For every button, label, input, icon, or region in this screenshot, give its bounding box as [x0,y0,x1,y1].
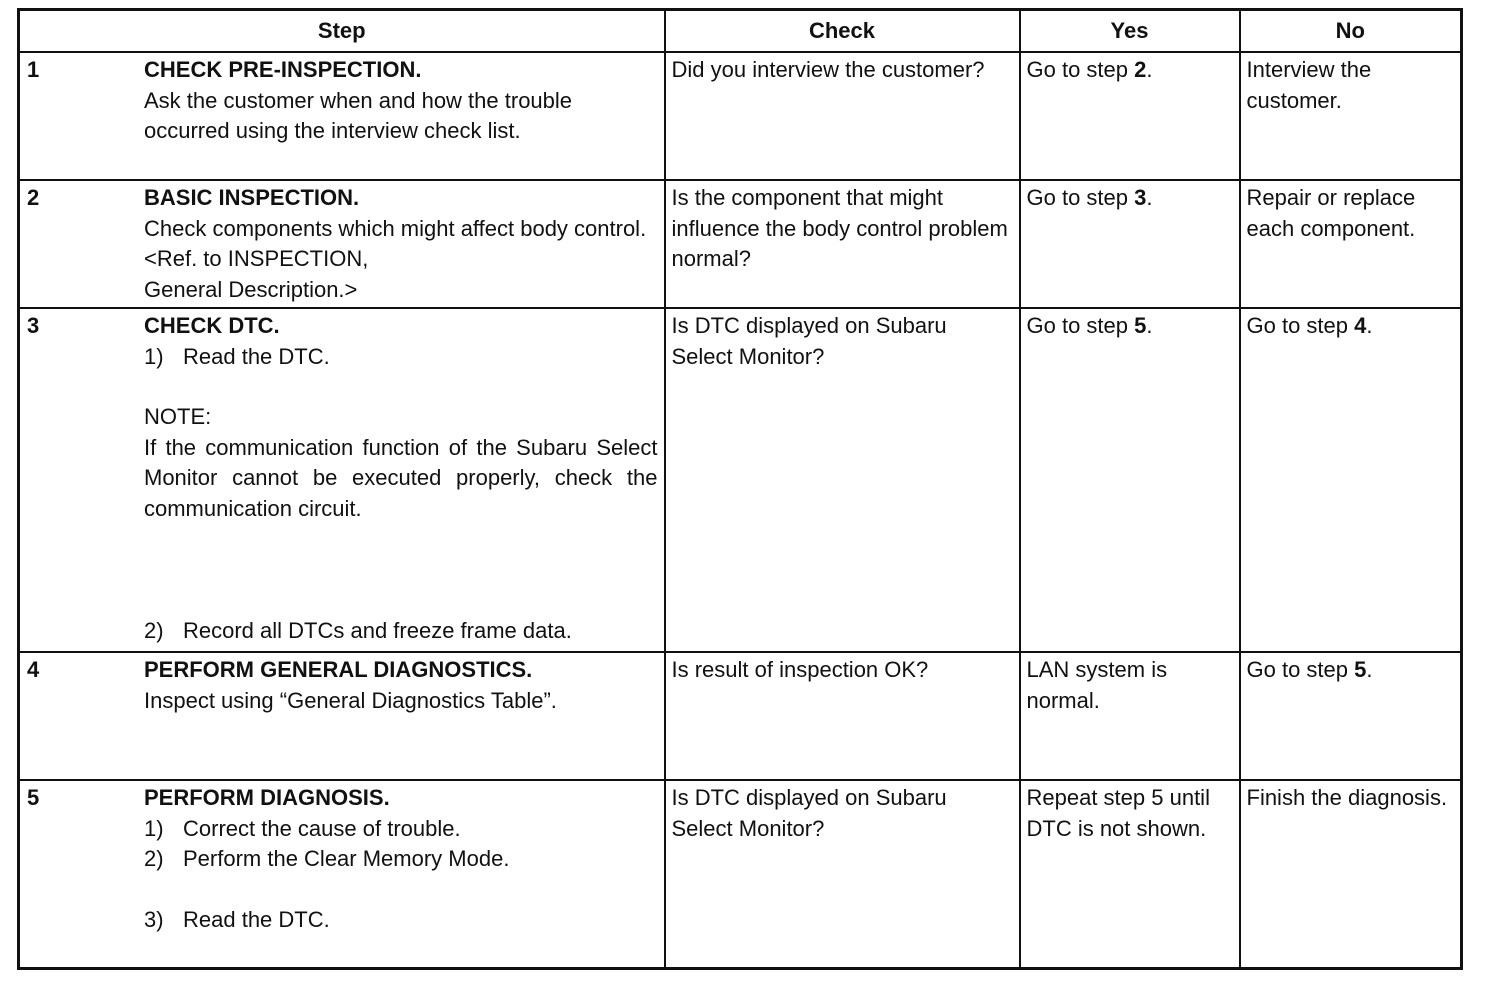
step-cell [19,652,665,780]
diagnostic-procedure-table [17,8,1463,970]
header-yes: Yes [1020,10,1240,53]
yes-cell: Repeat step 5 until DTC is not shown. [1020,780,1240,968]
header-no: No [1240,10,1462,53]
no-cell: Finish the diagnosis. [1240,780,1462,968]
step-title: BASIC INSPECTION. [144,185,360,210]
list-item-number: 3) [144,906,164,932]
step-cell [19,780,665,968]
list-item [144,814,658,845]
no-suffix: . [1366,657,1373,682]
check-cell: Is DTC displayed on Subaru Select Monitor? [665,308,1020,652]
no-text: Go to step [1246,657,1355,682]
check-cell: Is DTC displayed on Subaru Select Monitor? [665,780,1020,968]
list-item-text: Perform the Clear Memory Mode. [183,846,510,871]
header-step: Step [19,10,665,53]
table-row [19,652,1462,780]
note-label: NOTE: [144,404,212,429]
no-cell [1240,308,1462,652]
step-title: CHECK PRE-INSPECTION. [144,57,422,82]
check-cell: Did you interview the customer? [665,52,1020,180]
list-item-number: 2) [144,618,164,643]
step-number: 1 [27,57,40,82]
list-item [144,616,658,647]
check-cell: Is result of inspection OK? [665,652,1020,780]
yes-cell [1020,308,1240,652]
step-text: Inspect using “General Diagnostics Table”. [144,687,557,713]
step-text: Ask the customer when and how the trouble occurred using the interview check list. [144,87,573,143]
header-row [19,10,1462,53]
yes-suffix: . [1146,313,1153,338]
yes-cell [1020,52,1240,180]
no-step-ref: 4 [1354,313,1367,338]
step-number: 5 [27,785,40,810]
list-item-text: Record all DTCs and freeze frame data. [183,618,572,643]
table-row [19,780,1462,968]
step-title: PERFORM DIAGNOSIS. [144,785,390,810]
list-item-text: Read the DTC. [183,343,330,369]
check-cell: Is the component that might influence the body control problem normal? [665,180,1020,308]
no-step-ref: 5 [1354,657,1367,682]
list-item-number: 1) [144,343,164,369]
yes-text: Go to step [1026,57,1135,82]
list-item-number: 2) [144,846,164,871]
yes-cell: LAN system is normal. [1020,652,1240,780]
no-text: Go to step [1246,313,1355,338]
yes-step-ref: 5 [1134,313,1147,338]
list-item-text: Read the DTC. [183,906,330,932]
step-number: 3 [27,313,40,338]
step-reference: General Description.> [144,276,358,302]
yes-text: Go to step [1026,313,1135,338]
yes-cell [1020,180,1240,308]
yes-suffix: . [1146,57,1153,82]
list-item [144,844,658,875]
table-row [19,308,1462,652]
step-title: PERFORM GENERAL DIAGNOSTICS. [144,657,533,682]
table-row [19,52,1462,180]
step-number: 4 [27,657,40,682]
yes-step-ref: 3 [1134,185,1147,210]
list-item-number: 1) [144,815,164,841]
yes-suffix: . [1146,185,1153,210]
no-suffix: . [1366,313,1373,338]
header-check: Check [665,10,1020,53]
list-item [144,342,658,373]
no-cell: Interview the customer. [1240,52,1462,180]
yes-text: Go to step [1026,185,1135,210]
step-cell [19,308,665,652]
note-text: If the communication function of the Subaru Select Monitor cannot be executed properly, check the communication circuit. [144,434,658,521]
no-cell: Repair or replace each component. [1240,180,1462,308]
list-item-text: Correct the cause of trouble. [183,815,461,841]
yes-step-ref: 2 [1134,57,1147,82]
step-number: 2 [27,185,40,210]
step-title: CHECK DTC. [144,313,280,338]
list-item [144,905,658,936]
step-cell [19,52,665,180]
no-cell [1240,652,1462,780]
step-cell [19,180,665,308]
step-text: Check components which might affect body control. <Ref. to INSPECTION, [144,215,647,271]
table-row [19,180,1462,308]
